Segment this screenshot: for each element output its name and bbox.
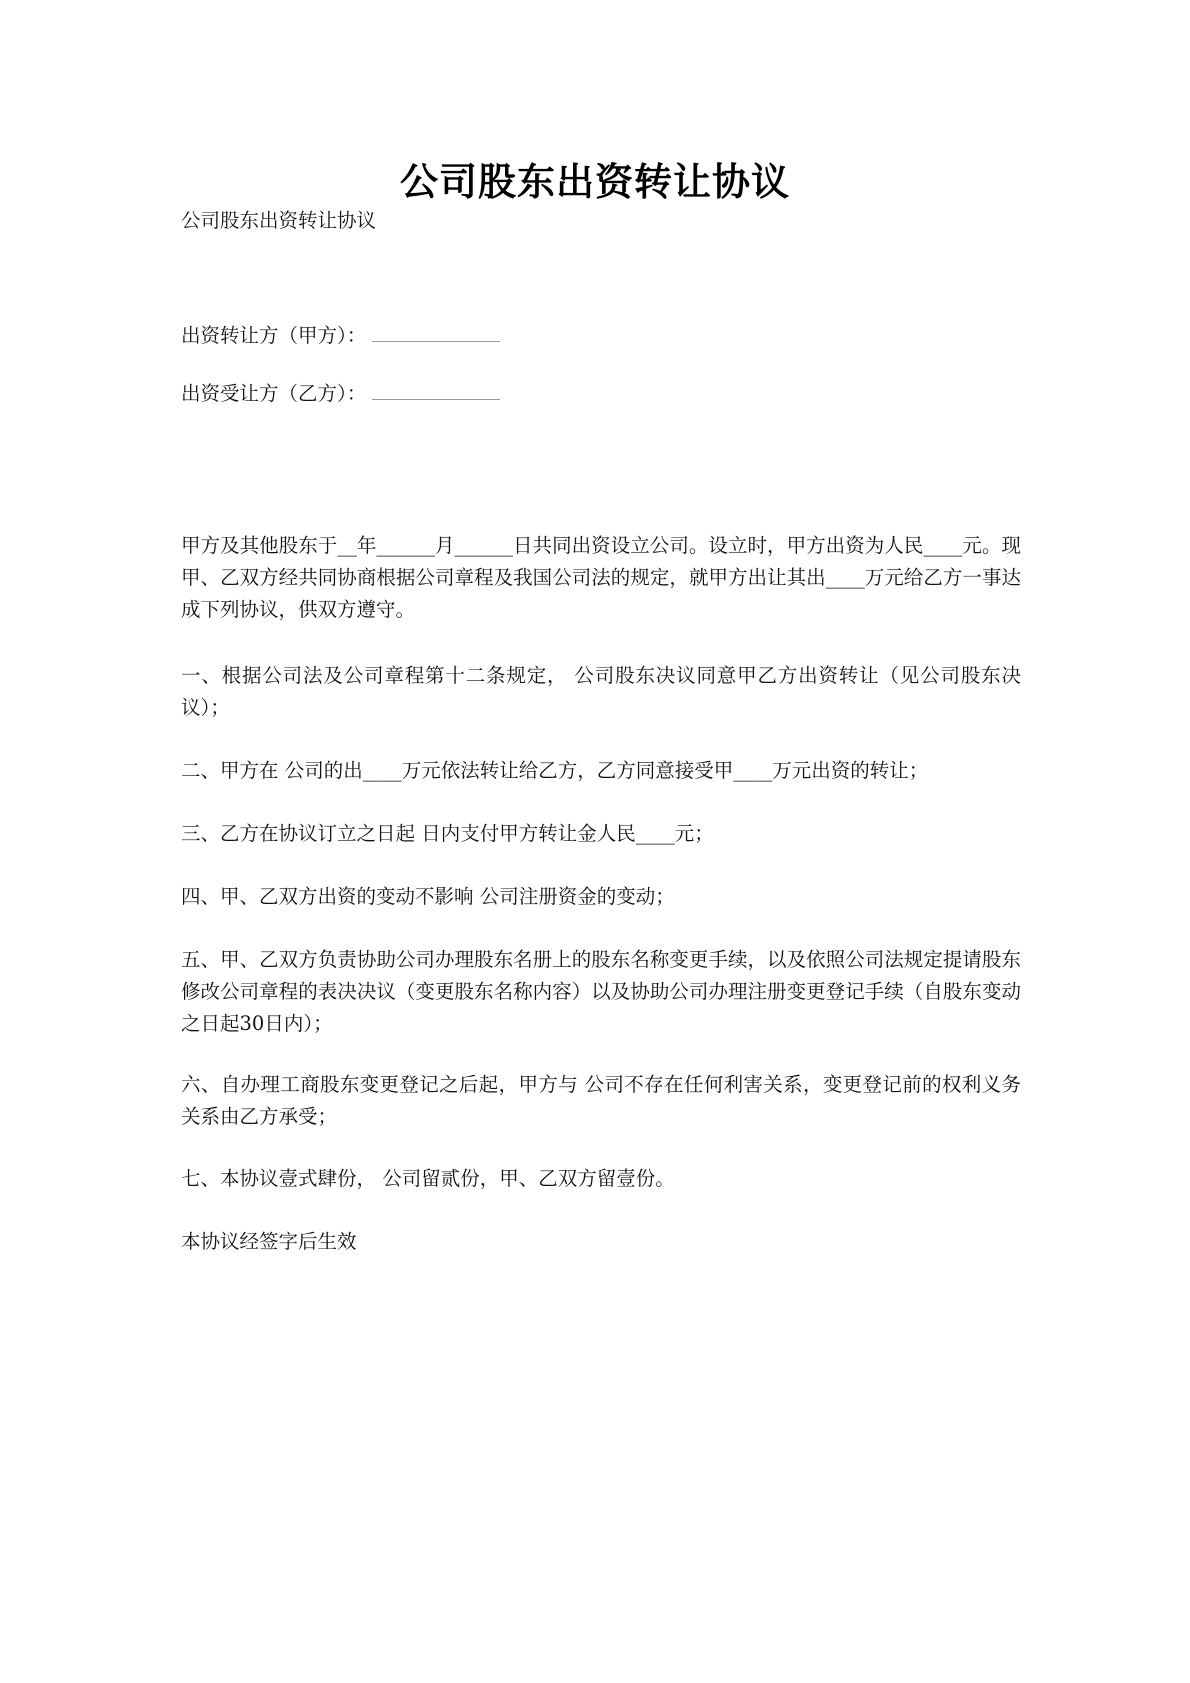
transferee-line	[181, 378, 1021, 410]
clause-3: 三、乙方在协议订立之日起 日内支付甲方转让金人民____元；	[181, 822, 714, 845]
clause-1: 一、根据公司法及公司章程第十二条规定， 公司股东决议同意甲乙方出资转让（见公司股东决议）；	[181, 664, 1021, 719]
document-title: 公司股东出资转让协议	[399, 160, 790, 204]
clause-6: 六、自办理工商股东变更登记之后起，甲方与 公司不存在任何利害关系，变更登记前的权利义务关系由乙方承受；	[181, 1073, 1021, 1128]
closing-statement: 本协议经签字后生效	[181, 1230, 357, 1253]
clause-5: 五、甲、乙双方负责协助公司办理股东名册上的股东名称变更手续，以及依照公司法规定提请股东修改公司章程的表决决议（变更股东名称内容）以及协助公司办理注册变更登记手续（自股东变动之日起30日内）；	[181, 948, 1021, 1035]
document-subtitle: 公司股东出资转让协议	[181, 209, 377, 232]
transferee-label: 出资受让方（乙方）：	[181, 382, 367, 405]
transferor-line	[181, 320, 1021, 352]
clause-7: 七、本协议壹式肆份， 公司留贰份，甲、乙双方留壹份。	[181, 1167, 675, 1190]
preamble-paragraph: 甲方及其他股东于__年______月______日共同出资设立公司。设立时，甲方出资为人民____元。现甲、乙双方经共同协商根据公司章程及我国公司法的规定，就甲方出让其出____万元给乙方一事达成下列协议，供双方遵守。	[181, 534, 1021, 621]
clause-2: 二、甲方在 公司的出____万元依法转让给乙方，乙方同意接受甲____万元出资的转让；	[181, 759, 929, 782]
clause-4: 四、甲、乙双方出资的变动不影响 公司注册资金的变动；	[181, 885, 675, 908]
transferor-label: 出资转让方（甲方）：	[181, 324, 367, 347]
transferee-blank-field[interactable]	[372, 381, 500, 400]
transferor-blank-field[interactable]	[372, 323, 500, 342]
